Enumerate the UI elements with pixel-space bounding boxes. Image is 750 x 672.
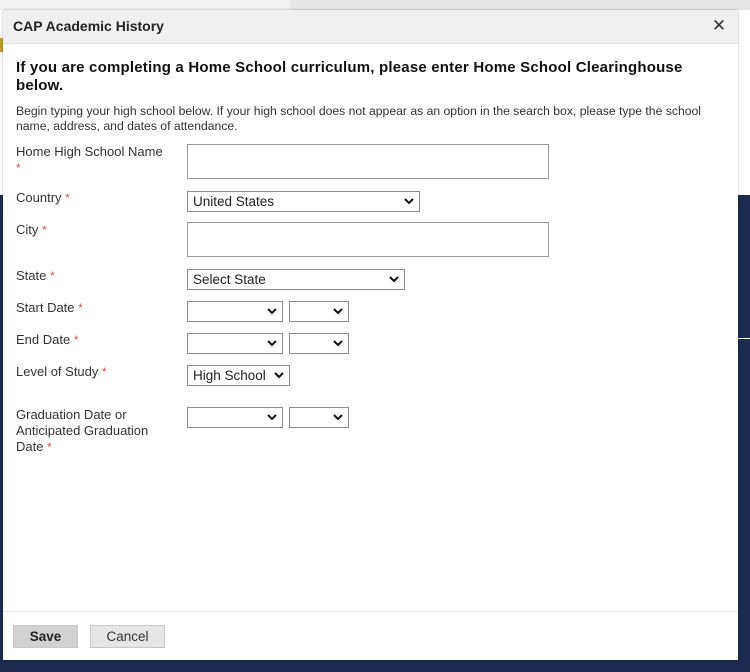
chevron-down-icon [274, 372, 284, 379]
city-input[interactable] [187, 222, 549, 257]
level-of-study-value: High School [193, 368, 266, 383]
country-label-text: Country [16, 190, 62, 205]
backdrop-panel-right [738, 195, 750, 672]
city-label [16, 222, 47, 238]
required-marker: * [49, 269, 55, 283]
level-of-study-select[interactable] [187, 365, 290, 386]
required-marker: * [47, 440, 52, 454]
school-name-label-text: Home High School Name [16, 144, 163, 159]
chevron-down-icon [404, 198, 414, 205]
backdrop-top-strip-right [290, 0, 750, 10]
start-year-select[interactable] [289, 301, 349, 322]
required-marker: * [102, 365, 107, 379]
close-icon[interactable]: ✕ [708, 15, 730, 37]
level-of-study-label [16, 364, 107, 380]
save-button[interactable]: Save [13, 625, 78, 648]
required-marker: * [73, 333, 79, 347]
chevron-down-icon [267, 308, 277, 315]
dialog-instructions: Begin typing your high school below. If your high school does not appear as an option in the search box, please type the school name, address, and dates of attendance. [16, 104, 701, 133]
chevron-down-icon [389, 276, 399, 283]
dialog-header [3, 10, 738, 44]
start-month-select[interactable] [187, 301, 283, 322]
start-date-label-text: Start Date [16, 300, 75, 315]
graduation-year-select[interactable] [289, 407, 349, 428]
graduation-month-select[interactable] [187, 407, 283, 428]
required-marker: * [42, 223, 47, 237]
chevron-down-icon [333, 414, 343, 421]
state-label-text: State [16, 268, 47, 283]
graduation-date-label [16, 407, 176, 455]
state-select[interactable] [187, 269, 405, 290]
chevron-down-icon [267, 414, 277, 421]
start-date-label [16, 300, 83, 316]
chevron-down-icon [333, 340, 343, 347]
graduation-date-label-text: Graduation Date or Anticipated Graduation Date [16, 407, 149, 454]
chevron-down-icon [333, 308, 343, 315]
end-year-select[interactable] [289, 333, 349, 354]
cancel-button[interactable]: Cancel [90, 625, 165, 648]
required-marker: * [16, 161, 21, 175]
footer-divider [3, 611, 738, 612]
level-of-study-label-text: Level of Study [16, 364, 99, 379]
dialog-heading: If you are completing a Home School curriculum, please enter Home School Clearinghouse below. [16, 59, 683, 94]
country-label [16, 190, 70, 206]
required-marker: * [78, 301, 83, 315]
state-select-value: Select State [193, 272, 266, 287]
backdrop-panel-bottom [0, 660, 750, 672]
state-label [16, 268, 55, 284]
school-name-label [16, 144, 163, 176]
end-date-label [16, 332, 79, 348]
dialog-title: CAP Academic History [13, 18, 164, 34]
academic-history-dialog [3, 10, 738, 660]
city-label-text: City [16, 222, 39, 237]
required-marker: * [65, 191, 70, 205]
country-select[interactable] [187, 191, 420, 212]
end-month-select[interactable] [187, 333, 283, 354]
backdrop-divider [738, 338, 750, 339]
end-date-label-text: End Date [16, 332, 71, 347]
country-select-value: United States [193, 194, 275, 209]
school-name-input[interactable] [187, 144, 549, 179]
chevron-down-icon [267, 340, 277, 347]
